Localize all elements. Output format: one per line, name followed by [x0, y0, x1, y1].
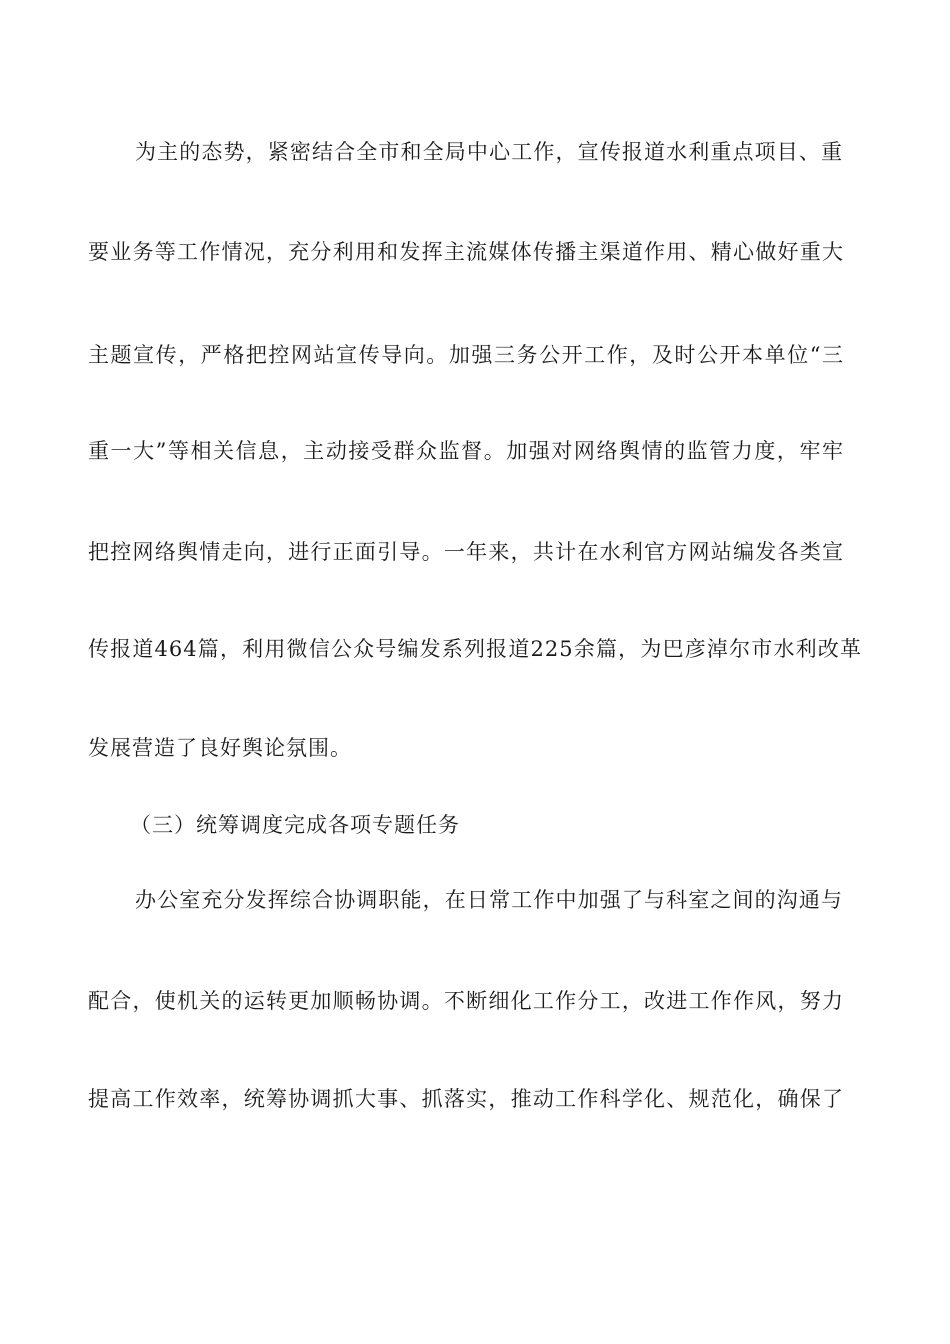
section-heading: （三）统筹调度完成各项专题任务 [130, 813, 460, 837]
paragraph-line-9: 配合，使机关的运转更加顺畅协调。不断细化工作分工，改进工作作风，努力 [88, 989, 844, 1013]
paragraph-line-5: 把控网络舆情走向，进行正面引导。一年来，共计在水利官方网站编发各类宣 [88, 540, 844, 564]
paragraph-line-4: 重一大”等相关信息，主动接受群众监督。加强对网络舆情的监管力度，牢牢 [88, 439, 844, 463]
paragraph-line-1: 为主的态势，紧密结合全市和全局中心工作，宣传报道水利重点项目、重 [135, 140, 843, 164]
paragraph-line-6: 传报道464篇，利用微信公众号编发系列报道225余篇，为巴彦淖尔市水利改革 [88, 637, 862, 661]
paragraph-line-8: 办公室充分发挥综合协调职能，在日常工作中加强了与科室之间的沟通与 [135, 888, 843, 912]
paragraph-line-2: 要业务等工作情况，充分利用和发挥主流媒体传播主渠道作用、精心做好重大 [88, 240, 844, 264]
paragraph-line-3: 主题宣传，严格把控网站宣传导向。加强三务公开工作，及时公开本单位“三 [88, 343, 844, 367]
paragraph-line-7: 发展营造了良好舆论氛围。 [88, 736, 352, 760]
paragraph-line-10: 提高工作效率，统筹协调抓大事、抓落实，推动工作科学化、规范化，确保了 [88, 1087, 844, 1111]
